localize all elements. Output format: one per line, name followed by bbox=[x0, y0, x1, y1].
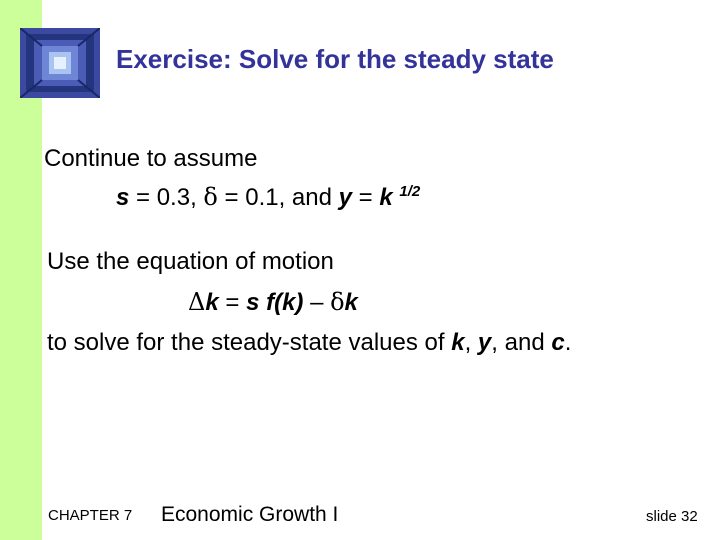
k-variable: k bbox=[379, 184, 393, 211]
assumption-line bbox=[116, 184, 420, 210]
footer-chapter: CHAPTER 7 bbox=[48, 507, 133, 524]
delta-capital-symbol: Δ bbox=[188, 288, 206, 316]
solve-k: k bbox=[451, 329, 465, 356]
eq-k: k bbox=[205, 289, 219, 316]
s-value: = 0.3, bbox=[129, 184, 204, 211]
delta-value: = 0.1, and bbox=[217, 184, 339, 211]
solve-sep1: , bbox=[464, 329, 478, 356]
footer-slide-number: slide 32 bbox=[646, 508, 698, 525]
s-variable: s bbox=[116, 184, 130, 211]
solve-c: c bbox=[551, 329, 565, 356]
footer-book-title: Economic Growth I bbox=[161, 503, 339, 526]
equation-of-motion bbox=[188, 290, 358, 315]
eq-minus: – bbox=[303, 289, 331, 316]
eq-equals: = bbox=[218, 289, 247, 316]
solve-y: y bbox=[477, 329, 492, 356]
equals-sign: = bbox=[352, 184, 380, 211]
delta-symbol-2: δ bbox=[330, 288, 345, 316]
solve-prefix: to solve for the steady-state values of bbox=[47, 329, 452, 356]
eq-k2: k bbox=[344, 289, 358, 316]
k-exponent: 1/2 bbox=[399, 183, 421, 200]
solve-sep2: , and bbox=[491, 329, 552, 356]
slide-title: Exercise: Solve for the steady state bbox=[116, 44, 554, 74]
square-logo-icon bbox=[20, 28, 100, 98]
solve-line bbox=[47, 331, 571, 355]
delta-symbol: δ bbox=[203, 183, 218, 211]
eq-sfk: s f(k) bbox=[246, 289, 304, 316]
assume-intro: Continue to assume bbox=[44, 145, 258, 172]
solve-end: . bbox=[564, 329, 572, 356]
motion-intro: Use the equation of motion bbox=[47, 248, 334, 275]
y-variable: y bbox=[338, 184, 352, 211]
